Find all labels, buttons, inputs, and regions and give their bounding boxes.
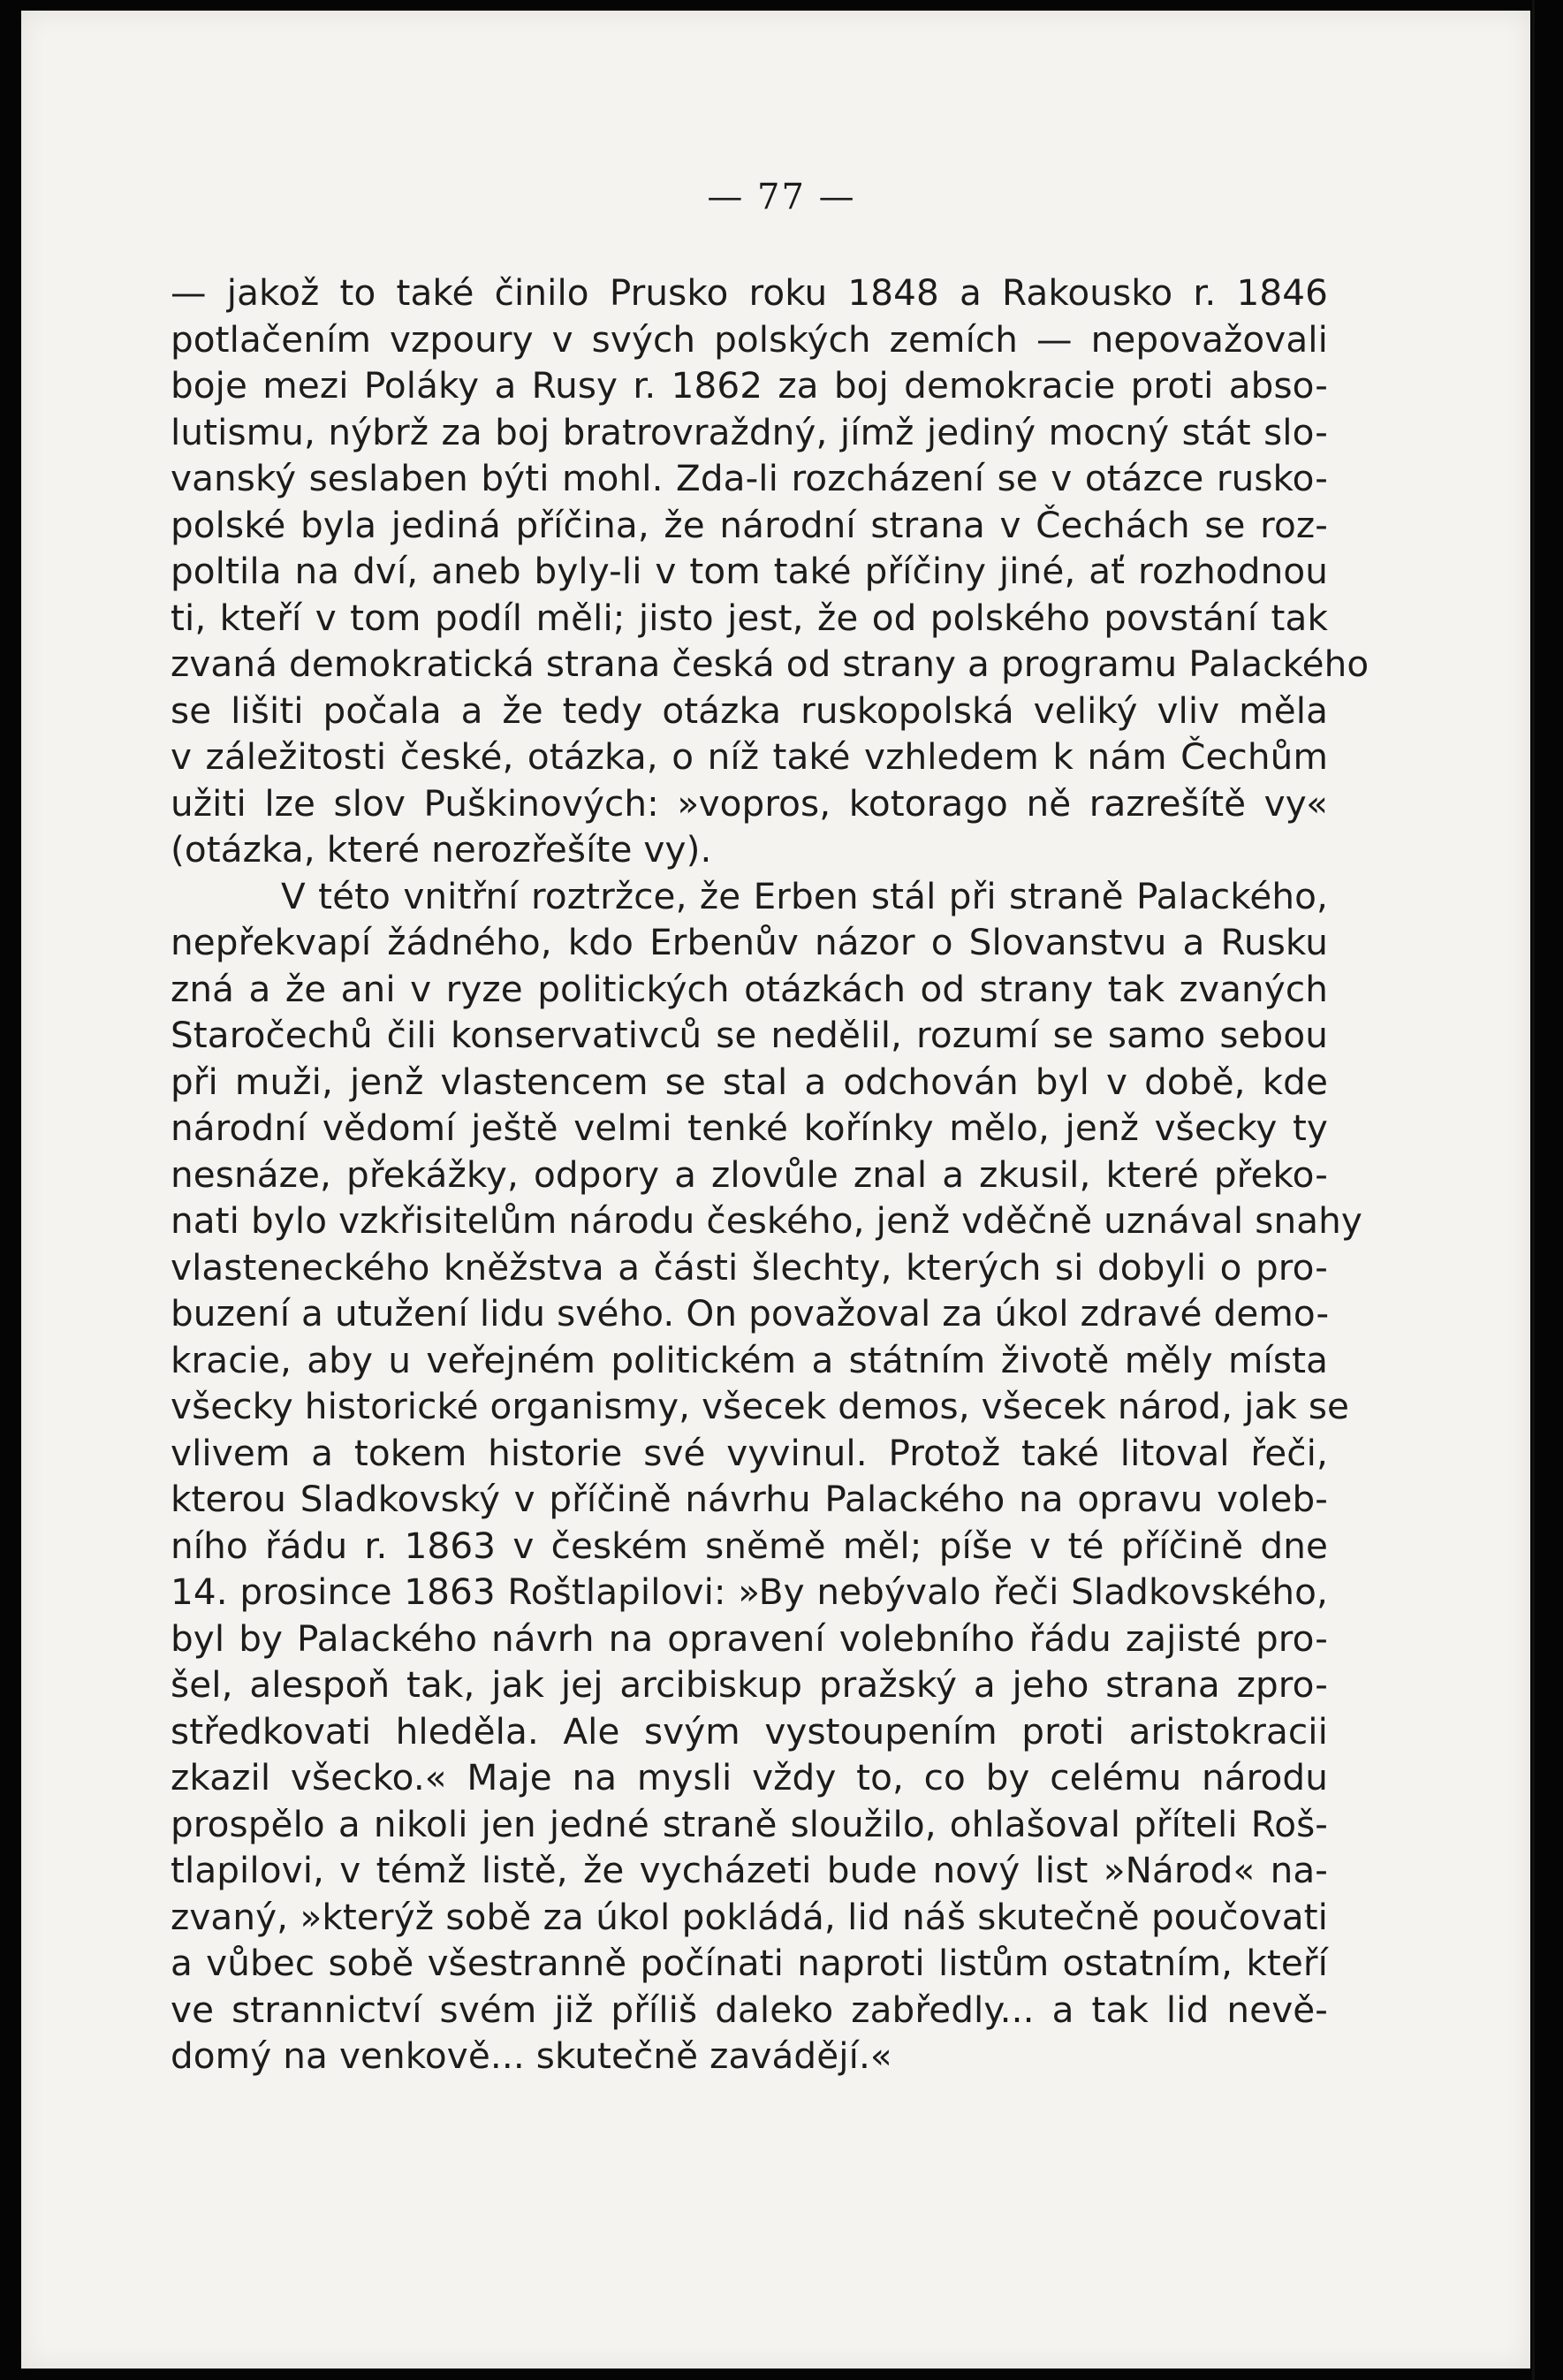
text-line: kracie, aby u veřejném politickém a státním životě měly místa: [171, 1338, 1328, 1381]
text-line: nesnáze, překážky, odpory a zlovůle znal a zkusil, které překo-: [171, 1152, 1328, 1196]
page-number: — 77 —: [707, 177, 856, 217]
text-line: ve strannictví svém již příliš daleko zabředly... a tak lid nevě-: [171, 1988, 1328, 2031]
text-line: boje mezi Poláky a Rusy r. 1862 za boj demokracie proti abso-: [171, 364, 1328, 407]
page-edge-shadow: [1532, 0, 1535, 2380]
text-line: kterou Sladkovský v příčině návrhu Palackého na opravu voleb-: [171, 1478, 1328, 1520]
text-line: při muži, jenž vlastencem se stal a odchován byl v době, kde: [171, 1060, 1328, 1103]
text-line: nati bylo vzkřisitelům národu českého, jenž vděčně uznával snahy: [171, 1199, 1362, 1242]
text-line: zvaná demokratická strana česká od strany a programu Palackého: [171, 643, 1370, 685]
text-line: užiti lze slov Puškinových: »vopros, kotorago ně razrešítě vy«: [171, 781, 1328, 825]
text-line: poltila na dví, aneb byly-li v tom také příčiny jiné, ať rozhodnou: [171, 550, 1328, 592]
paragraph-2: [171, 873, 1362, 2080]
body-text: [171, 270, 1370, 2080]
text-line: zkazil všecko.« Maje na mysli vždy to, co by celému národu: [171, 1756, 1328, 1798]
text-line: tlapilovi, v témž listě, že vycházeti bude nový list »Národ« na-: [171, 1849, 1328, 1891]
paragraph-1: [171, 270, 1370, 873]
text-line: potlačením vzpoury v svých polských zemích — nepovažovali: [171, 317, 1328, 361]
text-line: nepřekvapí žádného, kdo Erbenův názor o Slovanstvu a Rusku: [171, 921, 1328, 963]
text-line: šel, alespoň tak, jak jej arcibiskup pražský a jeho strana zpro-: [171, 1663, 1328, 1706]
text-line: vlivem a tokem historie své vyvinul. Protož také litoval řeči,: [171, 1431, 1328, 1474]
text-line: (otázka, které nerozřešíte vy).: [171, 828, 712, 871]
text-line: — jakož to také činilo Prusko roku 1848 a Rakousko r. 1846: [171, 271, 1328, 314]
text-line: V této vnitřní roztržce, že Erben stál při straně Palackého,: [281, 874, 1328, 917]
text-line: středkovati hleděla. Ale svým vystoupením proti aristokracii: [171, 1709, 1328, 1753]
text-line: byl by Palackého návrh na opravení volebního řádu zajisté pro-: [171, 1616, 1328, 1660]
text-line: v záležitosti české, otázka, o níž také vzhledem k nám Čechům: [171, 735, 1328, 778]
text-line: Staročechů čili konservativců se nedělil, rozumí se samo sebou: [171, 1014, 1328, 1056]
text-line: prospělo a nikoli jen jedné straně sloužilo, ohlašoval příteli Roš-: [171, 1802, 1328, 1845]
text-line: všecky historické organismy, všecek demos, všecek národ, jak se: [171, 1385, 1350, 1427]
text-line: vlasteneckého kněžstva a části šlechty, kterých si dobyli o pro-: [171, 1245, 1328, 1289]
text-line: vanský seslaben býti mohl. Zda-li rozcházení se v otázce rusko-: [171, 457, 1328, 499]
text-line: buzení a utužení lidu svého. On považoval za úkol zdravé demo-: [171, 1292, 1330, 1334]
text-line: lutismu, nýbrž za boj bratrovraždný, jímž jediný mocný stát slo-: [171, 410, 1328, 453]
text-line: domý na venkově... skutečně zavádějí.«: [171, 2034, 892, 2077]
text-line: národní vědomí ještě velmi tenké kořínky mělo, jenž všecky ty: [171, 1106, 1328, 1149]
text-line: a vůbec sobě všestranně počínati naproti listům ostatním, kteří: [171, 1942, 1328, 1984]
text-line: se lišiti počala a že tedy otázka ruskopolská veliký vliv měla: [171, 688, 1328, 732]
text-line: ti, kteří v tom podíl měli; jisto jest, že od polského povstání tak: [171, 596, 1328, 639]
text-line: ního řádu r. 1863 v českém sněmě měl; píše v té příčině dne: [171, 1524, 1328, 1567]
text-line: polské byla jediná příčina, že národní strana v Čechách se roz-: [171, 503, 1328, 546]
text-line: 14. prosince 1863 Roštlapilovi: »By nebývalo řeči Sladkovského,: [171, 1570, 1328, 1613]
text-line: zvaný, »kterýž sobě za úkol pokládá, lid náš skutečně poučovati: [171, 1895, 1328, 1938]
text-line: zná a že ani v ryze politických otázkách od strany tak zvaných: [171, 967, 1328, 1010]
